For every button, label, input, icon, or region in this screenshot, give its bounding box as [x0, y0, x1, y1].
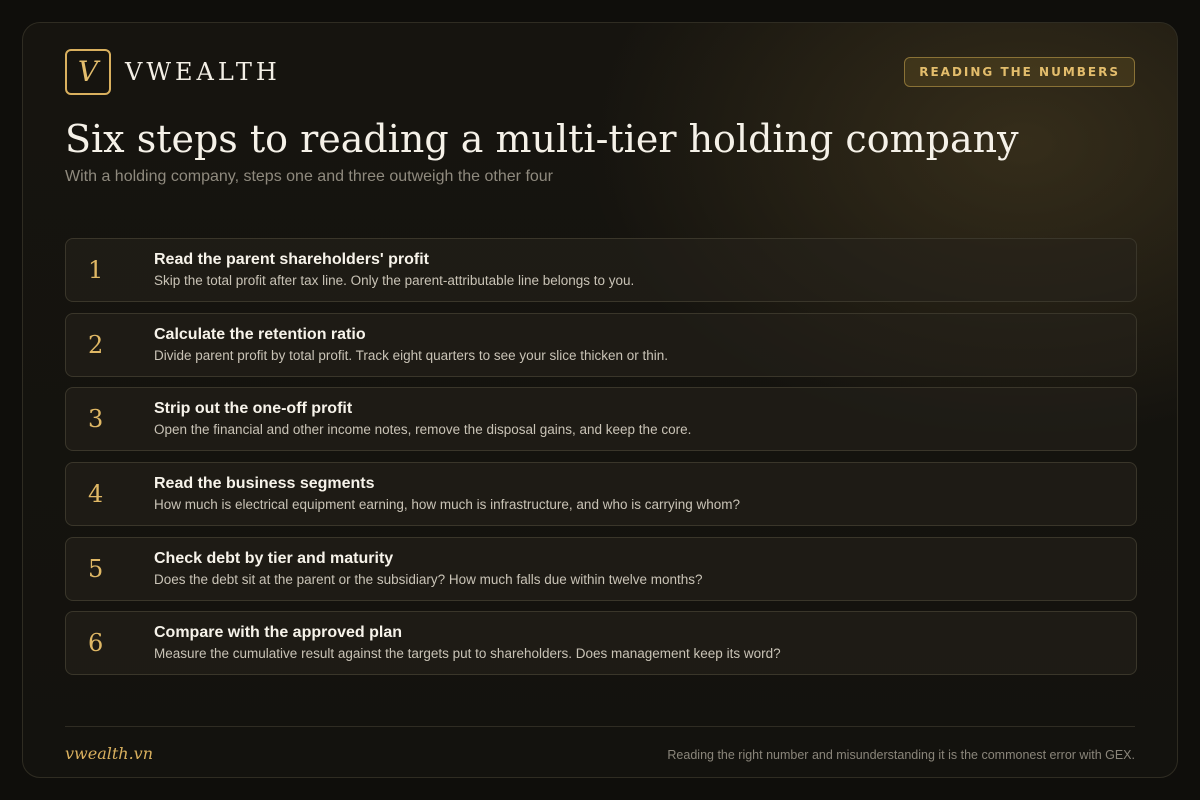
brand-name: VWEALTH — [125, 58, 281, 86]
step-number: 3 — [88, 405, 104, 434]
step-number: 5 — [88, 554, 104, 583]
logo-letter: V — [77, 55, 99, 88]
step-number: 2 — [88, 330, 104, 359]
step-title: Check debt by tier and maturity — [154, 549, 394, 567]
step-title: Read the parent shareholders' profit — [154, 251, 429, 268]
steps-list — [65, 238, 1137, 686]
brand-logo — [65, 49, 111, 95]
step-number: 4 — [88, 480, 104, 509]
step-title: Compare with the approved plan — [154, 624, 403, 642]
footer-website-link[interactable]: vwealth.vn — [65, 744, 154, 763]
step-item — [65, 537, 1137, 601]
step-description: Divide parent profit by total profit. Track eight quarters to see your slice thicken or thin. — [154, 347, 668, 363]
step-item — [65, 313, 1137, 377]
step-item — [65, 387, 1137, 451]
step-item — [65, 238, 1137, 302]
step-number: 6 — [88, 629, 104, 658]
step-description: Open the financial and other income notes, remove the disposal gains, and keep the core. — [154, 422, 692, 438]
footer-divider — [65, 726, 1135, 727]
step-description: Measure the cumulative result against the targets put to shareholders. Does management keep its word? — [154, 646, 781, 662]
step-number: 1 — [88, 256, 104, 284]
step-item — [65, 611, 1137, 675]
page-subtitle: With a holding company, steps one and three outweigh the other four — [65, 168, 554, 185]
category-badge: READING THE NUMBERS — [904, 57, 1135, 87]
step-description: Skip the total profit after tax line. Only the parent-attributable line belongs to you. — [154, 273, 635, 288]
footer-note: Reading the right number and misunderstanding it is the commonest error with GEX. — [667, 748, 1135, 762]
step-description: How much is electrical equipment earning, how much is infrastructure, and who is carrying whom? — [154, 497, 741, 513]
step-title: Calculate the retention ratio — [154, 325, 366, 343]
header — [65, 49, 1135, 95]
content-card — [22, 22, 1178, 778]
step-title: Strip out the one-off profit — [154, 400, 353, 418]
step-item — [65, 462, 1137, 526]
step-title: Read the business segments — [154, 475, 375, 493]
page-title: Six steps to reading a multi-tier holding company — [65, 117, 1019, 161]
step-description: Does the debt sit at the parent or the subsidiary? How much falls due within twelve months? — [154, 571, 703, 587]
